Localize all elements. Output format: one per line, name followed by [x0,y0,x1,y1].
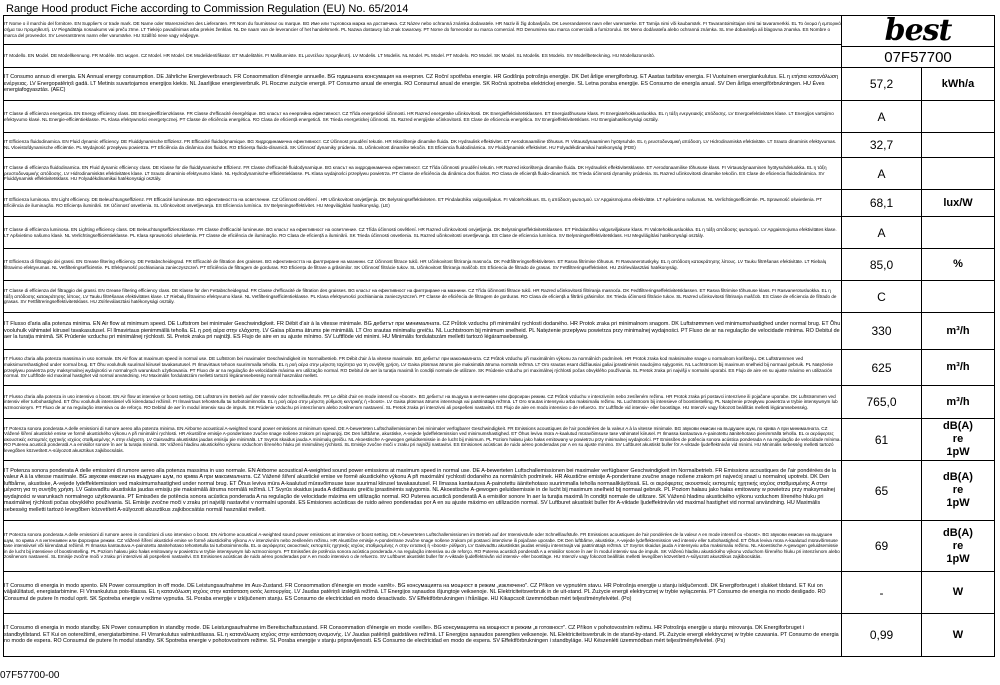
document-code: 07F57700-00 [0,670,60,681]
row-description: IT Potenza sonora ponderata A delle emissioni di rumore aereo in condizioni di uso intensivo o boost. EN Airborne acoustical A-weighted sound power emissions at intensive or boost setting. DE A-bewerteten Luftschallemissionen im Betrieb auf der Intensivstufe oder Schnelllaufstufe. FR Emissions acoustiques de l'air pondérées de la valeur A en mode intensif ou «boost». BG звукови емисии на въздушен шум, по крива A в интензивен или форсиран режим. CZ Vážené šíření akustické emise ve formě akustického výkonu A v intenzivním nebo zesíleném režimu. HR Akustične emisije A-ponderirane zvučne snage nošene zrakom pri postavci intenzivne ili pojačane uporabe. DK Den luftbårne, akustiske, A-vejede lydeffektemission ved intensiv eller turbohastighed. ET Õhus leviva müra A-kaalutud müravõimsuse tase intensiivsel või kiirendatud režiimil. FI Ilmassa kantautuva A-painotettu äänitehotaso tehostetulla tai turbotoiminnolla. EL οι αερόφερτες ακουστικές εκπομπές ηχητικής ισχύος σταθμισμένης A στην εντατική ή «boost» ρύθμιση. LV Gaisvadītu akustiskās jaudas emisiju intensīvajā vai paātrinātajā režīmā. LT Svyrūs skaidus jauda A intensyviu arba maksimaliu režimu. NL Akoestische A-gewogen geluidsemissie in de lucht bij intensieve of boostinstelling. PL Poziom hałasu jako hałas emitowany w powietrzu w trybie intensywnym lub wzmocnionym. PT Emissões de potência sonora acústica ponderada A na regulação intensiva ou de reforço. RO Puterea acustică ponderată A a emisiilor sonore în aer în modul intensiv sau de impuls. SK Váženú hladinu akustického výkonu vzduchom šíreného hluku pri intenzívnom alebo zosilnenom nastavení. SL Emisije zvočne moči v zraku pri intenzivni ali pospešeni nastavitvi. ES Emisiones acústicas de ruido aéreo ponderadas por A en modo intensivo o de refuerzo. SV Luftburet akustiskt buller för A-viktade ljudeffektnivån vid intensiv- eller boostläge. HU Intenzív vagy fokozott beállítás melletti levegőben közvetített A-súlyozott akusztikus zajkibocsátás. [4,521,842,572]
row-value: 57,2 [842,68,922,101]
fiche-row-noise-max [4,461,995,521]
row-unit: lux/W [922,190,995,217]
row-unit: m³/h [922,313,995,350]
row-value: 625 [842,350,922,386]
row-unit: dB(A) re 1pW [922,521,995,572]
fiche-row-supplier [4,16,995,45]
fiche-row-aec [4,68,995,101]
row-description: IT Classe di efficienza fluidodinamica. EN Fluid dynamic efficiency class. DE Klasse für die fluiddynamische Effizienz. FR Classe d'efficacité fluidodynamique. BG класът на хидродинамична ефективност. CZ Třída účinnosti proudění tekutin. HR Razred iskorištenja dinamike fluida. DK Hydraulisk effektivitetsklasse. ET Aerodünaamilise tõhususe klass. FI Virtausdynaaminen hyötysuhdeluokka. EL η τάξη ρευστοδυναμικής απόδοσης. LV Hidrodinamiskās efektivitātes klase. LT Srauto dinaminio efektyvumo klasė. NL Hydrodynamische-efficiëntieklasse. PL Klasa wydajności przepływu powietrza. PT Classe de eficiência da dinâmica dos fluidos. RO Clasa de eficiență fluido-dinamică. SK Trieda účinnosti dynamiky prúdenia. SL Razred učinkovitosti dinamike tekočin. ES Clase de eficiencia fluidodinámica. SV Fluiddynamisk effektivitetsklass. HU Folyadékdinamikai hatékonysági osztály. [4,158,842,190]
row-unit: m³/h [922,350,995,386]
brand-logo: best [884,15,952,48]
row-value: A [842,158,922,190]
fiche-row-grease-class [4,281,995,313]
row-value: 32,7 [842,133,922,158]
row-unit: dB(A) re 1pW [922,461,995,521]
row-unit [922,217,995,249]
row-description: IT Modello. EN Model. DE Modellkennung. FR Modèle. BG модел. CZ Model. HR Model. DK Modelidentifikator. ET Mudelitähis. FI Mallitunniste. EL μοντέλου προμηθευτή. LV Modelis. LT Modelis. NL Model. PL Model. PT Modelo. RO Model. SK Model. SL Modelis. ES Modelo. SV Modellbeteckning. HU Modellazonosító. [4,44,842,67]
row-unit: W [922,572,995,614]
row-unit: W [922,614,995,657]
fiche-row-airflow-max [4,350,995,386]
row-value: 85,0 [842,249,922,281]
row-description: IT Efficienza luminosa. EN Light efficiency. DE Beleuchtungseffizienz. FR Efficacité lumineuse. BG ефективността на осветление. CZ Účinnost osvětlení . HR Učinkovitost osvjetljenja. DK Belysningseffektiviteten. ET Pindalaühiku valgusviljakus. FI Valotehokkuus. EL η απόδοση φωτισμού. LV Apgaismojuma efektivitāte. LT Apšvietimo našumas. NL Verlichtingsefficiëntie. PL Sprawność oświetlenia. PT Eficiência de iluminação. RO Eficiența iluminării. SK Účinnosť osvetlenia. SL Učinkovitost osvetljevanja. ES Eficiencia lumínica. SV Belysningseffektivitet. HU Megvilágítási hatékonyság. (LE) [4,190,842,217]
row-description: IT Consumo di energia in modo spento. EN Power consumption in off mode. DE Leistungsaufnahme im Aus-Zustand. FR Consommation d'énergie en mode «arrêt». BG консумацията на мощност в режим „изключено". CZ Příkon ve vypnutém stavu. HR Potrošnja energije u stanju isključenosti. DK Energiforbruget i slukket tilstand. ET Kui on väljalülitatud, energiatarbimine. FI Virrankulutus pois-tilassa. EL η κατανάλωση ισχύος στην κατάσταση εκτός λειτουργίας. LV Jaudas patēriņš izslēgtā režīmā. LT Energijos sąnaudos išjungtoje veiksenoje. NL Elektriciteitsverbruik in de uit-stand. PL Zużycie energii elektrycznej w trybie wyłączenia. PT Consumo de energia no modo desligado. RO Consumul de putere în modul oprit. SK Spotreba energie v režime vypnutia. SL Poraba energije v izključenem stanju. ES Consumo de electricidad en modo desactivado. SV Effektförbrukningen i frånläge. HU Kikapcsolt üzemmódban mért teljesítményfelvétel. (Po) [4,572,842,614]
fiche-row-off-mode [4,572,995,614]
fiche-row-light-efficiency [4,190,995,217]
fiche-row-noise-boost [4,521,995,572]
fiche-row-energy-class [4,101,995,133]
row-description: IT Potenza sonora ponderata A delle emissioni di rumore aereo alla potenza massima in uso normale. EN Airborne acoustical A-weighted sound power emissions at maximum speed in normal use. DE A-bewerteten Luftschallemissionen bei maximaler verfügbarer Geschwindigkeit im Normalbetrieb. FR Emissions acoustiques de l'air pondérées de la valeur A à la vitesse maximale. BG звукови емисии на въздушен шум, по крива A при максималната. CZ Vážené šíření akustické emise ve formě akustického výkonu A při maximální rychlosti dodaného za normálních podmínek. HR Akustične emisije A-ponderirane zvučne snage nošene zrakom pri najvećoj snazi u normalnoj upotrebi. DK Den luftbårne, akustiske, A-vejede lydeffektemission ved maksimumshastighed under normal brug. ET Õhus leviva müra A-kaalutud müravõimsuse tase suurimal kiirusel tavakasutusel. FI Ilmassa kantautuva A-painotettu äänitehotaso suurimmalla teholla normaalikäytössä. EL οι αερόφερτες ακουστικές εκπομπές ηχητικής ισχύος σταθμισμένης A στην μέγιστη για τη συνήθη χρήση. LV Gaisvadītu akustiskās jaudas emisiju pie maksimālā ātruma normālā režīmā. LT Svyrūs skaidus jauda A didžiausiu greičiu įprastinėmis sąlygomis. NL Akoestische A-gewogen geluidsemissie in de lucht bij maximum snelheid bij normaal gebruik. PL Poziom hałasu jako hałas emitowany w powietrzu przy maksymalnej wydajności w warunkach normalnego użytkowania. PT Emissões de potência sonora acústica ponderada A na regulação de velocidade máxima em utilização normal. RO Puterea acustică ponderată A a emisiilor sonore în aer la turația maximă în condiții normale de utilizare. SK Váženú hladinu akustického výkonu vzduchom šíreného hluku pri maximálnej rýchlosti počas obvyklého používania. SL Emisije zvočne moči v zraku pri najvišji nastavitvi v normalni uporabi. ES Emisiones acústicas de ruido aéreo ponderadas por A en su ajuste máximo en utilización normal. SV Luftburet akustiskt buller för A-viktade ljudeffektnivån vid maximal hastighet vid normal användning. HU Maximális sebesség melletti tartozó levegőben közvetített A-súlyozott akusztikus zajkibocsátás normál használat mellett. [4,461,842,521]
fiche-row-fde-class [4,158,995,190]
row-value: C [842,281,922,313]
row-description: IT Consumo di energia in modo standby. EN Power consumption in standby mode. DE Leistungsaufnahme im Bereitschaftszustand. FR Consommation d'énergie en mode «veille». BG консумацията на мощност в режим „в готовност". CZ Příkon v pohotovostním režimu. HR Potrošnja energije u stanju mirovanja. DK Energiforbruget i standbytilstand. ET Kui on ooterežiimil, energiatarbimine. FI Virrankulutus valmiustilassa. EL η κατανάλωση ισχύος στην κατάσταση αναμονής. LV Jaudas patēriņš gaidstāves režīmā. LT Energijos sąnaudos parengties veiksenoje. NL Elektriciteitsverbruik in de stand-by-stand. PL Zużycie energii elektrycznej w trybie czuwania. PT Consumo de energia no modo de espera. RO Consumul de putere în modul standby. SK Spotreba energie v pohotovostnom režime. SL Poraba energije v stanju pripravljenosti. ES Consumo de electricidad en modo de espera. SV Effektförbrukningen i standbyläge. HU Készenléti üzemmódban mért teljesítményfelvétel. (Ps) [4,614,842,657]
fiche-row-standby-mode [4,614,995,657]
fiche-row-light-class [4,217,995,249]
row-value: 68,1 [842,190,922,217]
row-unit [922,101,995,133]
page-title: Range Hood product Fiche according to Commission Regulation (EU) No. 65/2014 [6,3,409,15]
row-unit [922,281,995,313]
row-unit [922,133,995,158]
row-description: IT Efficienza fluidodinamica. EN Fluid dynamic efficiency. DE Fluiddynamische Effizienz. FR Efficacité fluidodynamique. BG Хидродинамична ефективност. CZ Účinnost proudění tekutin. HR Iskorištenje dinamike fluida. DK Hydraulisk effektivitet. ET Aerodünaamiline tõhusus. FI Virtausdynaaminen hyötysuhde. EL η ρευστοδυναμική απόδοση. LV Hidrodinamiskā efektivitāte. LT Srauto dinaminis efektyvumas. NL Vloeistofdynamische efficiëntie. PL Wydajność przepływu powietrza. PT Eficiência da dinâmica dos fluidos. RO Eficiența fluido-dinamică. SK Účinnosť dynamiky prúdenia. SL Učinkovitost dinamike tekočin. ES Eficiencia fluidodinámica. SV Fluiddynamisk effektivitet. HU Folyadékdinamikai hatékonyság (FDE) [4,133,842,158]
row-value: 65 [842,461,922,521]
row-unit: kWh/a [922,68,995,101]
row-value: 330 [842,313,922,350]
row-value: 765,0 [842,386,922,419]
brand-model-cell [842,16,995,68]
row-value: - [842,572,922,614]
row-description: IT Flusso d'aria alla potenza minima. EN Air flow at minimum speed. DE Luftstrom bei minimaler Geschwindigkeit. FR Débit d'air à la vitesse minimale. BG дебитът при минималната. CZ Průtok vzduchu při minimální rychlosti dodaného. HR Protok zraka pri minimalnom snagom. DK Luftstrømmen ved minimumshastighed under normal brug. ET Õhu vooluhulk vähimatel kiirusel tavakasutusel. FI Ilmavirtaus pienimmällä teholla. EL η ροή αέρα στην ελάχιστη. LV Gaisa plūsma ātrums pie minimālā. LT Oro srautas minimaliu greičiu. NL Luchtstroom bij minimum snelheid. PL Natężenie przepływu powietrza przy minimalnej wydajności. PT Fluxo de ar na regulação de velocidade mínima. RO Debitul de aer la turația minimă. SK Prúdenie vzduchu pri minimálnej rýchlosti. SL Pretok zraka pri najnižji. ES Flujo de aire en su ajuste mínimo. SV Luftflöde vid minimi. HU Minimális fordulatszám melletti tartozó légáramsebesség. [4,313,842,350]
row-description: IT Efficienza di filtraggio dei grassi. EN Grease filtering efficiency. DE Fettabscheidegrad. FR Efficacité de filtration des graisses. BG ефективността на филтриране на мазнини. CZ Účinnost filtrace tuků. HR Učinkovitost filtriranja masnoća. DK Fedtfiltreringseffektiviteten. ET Rasva filtrimise tõhusus. FI Rasvanerotuskyky. EL η απόδοση κατακράτησης λίπους. LV Tauku filtrēšanas efektivitāte. LT Riebalų filtravimo efektyvumas. NL Vetfilteringsefficiëntie. PL Efektywność pochłaniania zanieczyszczeń. PT Eficiência de filtragem de gorduras. RO Eficiența de filtrare a grăsimilor. SK Účinnosť filtrácie tukov. SL Učinkovitost filtriranja maščob. ES Eficiencia de filtrado de grasas. SV Fettfiltreringseffektivitet. HU Zsírleválasztási hatékonyság. [4,249,842,281]
row-value: A [842,101,922,133]
row-unit: % [922,249,995,281]
fiche-row-airflow-boost [4,386,995,419]
row-value: 69 [842,521,922,572]
row-description: IT Flusso d'aria alla potenza massima in uso normale. EN Air flow at maximum speed in normal use. DE Luftstrom bei maximaler Geschwindigkeit im Normalbetrieb. FR Débit d'air à la vitesse maximale. BG дебитът при максималната. CZ Průtok vzduchu při maximálním výkonu za normálních podmínek. HR Protok zraka kod maksimalne snage u normalnom korištenju. DK Luftstrømmen ved maksimumshastighed under normal brug. ET Õhu vooluhulk suurimal kiirusel tavakasutusel. FI Ilmavirtaus tehoon suurimmalla teholla. EL η ροή αέρα στην μέγιστη ταχύτητα για τη συνήθη χρήση. LV Gaisa plūsmas ātrums pie maksimālā ātruma normālā režīmā. LT Oro srautas esant didžiausiai galiai įprastinėmis naudojimo sąlygomis. NL Luchtstroom bij maximum snelheid bij normaal gebruik. PL Natężenie przepływu powietrza przy maksymalnej wydajności w normalnych warunkach użytkowania. PT Fluxo de ar na regulação de velocidade máxima em utilização normal. RO Debitul de aer la turația maximă în condiții normale de utilizare. SK Prúdenie vzduchu pri maximálnej rýchlosti počas obvyklého používania. SL Pretok zraka pri najvišji v normalni uporabi. ES Flujo de aire en su ajuste máximo en utilización normal. SV Luftflöde vid maximal hastighet vid normal användning. HU Maximális fordulatszám melletti tartozó légáramsebesség normál használat mellett. [4,350,842,386]
row-description: IT Classe di efficienza energetica. EN Energy efficiency class. DE Energieeffizienzklasse. FR Classe d'efficacité énergétique. BG класът на енергийна ефективност. CZ Třída energetické účinnosti. HR Razred energetske učinkovitosti. DK Energieffektivitetsklassen. ET Energiatõhususe klass. FI Energiatehokkuusluokka. EL η τάξη ενεργειακής απόδοσης. LV Energoefektivitātes klase. LT Energijos vartojimo efektyvumo klasė. NL Energie-efficiëntieklasse. PL Klasa efektywności energetycznej. PT Classe de eficiência energética. RO Clasa de eficiență energetică. SK Trieda energetickej účinnosti. SL Razred energijske učinkovitosti. ES Clase de eficiencia energética. SV Energieffektivitetsklass. HU Energiahatékonysági osztály. [4,101,842,133]
product-fiche-table [3,15,995,657]
row-description: IT Flusso d'aria alla potenza in uso intensivo o boost. EN Air flow at intensive or boost setting. DE Luftstrom im Betrieb auf der Intensiv oder Schnelllaufstufe. FR Le débit d'air en mode intensif ou «boost». BG дебитът на въздуха в интензивен или форсиран режим. CZ Průtok vzduchu v intenzivním nebo zesíleném režimu. HR Protok zraka pri postavci intenzivne ili pojačane uporabe. DK Luftstrømmen ved intensiv eller turbohastighed. ET Õhu vooluhulk intensiivsel või kiirendatud režiimil. FI Ilmavirtaus tehostetulla tai turbotoiminnolla. EL η ροή αέρα στην μέγιστη ρύθμιση κεντρικής ή «boost». LV Gaisa plūsmas ātrums intensīvajā vai paātrinātajā režīmā. LT Oro srautas intensyviu arba maksimaliu režimu. NL Luchtstroom bij intensieve of boostinstelling. PL Natężenie przepływu powietrza w trybie intensywnym lub wzmocnionym. PT Fluxo de ar na regulação intensiva ou de reforço. RO Debitul de aer în modul intensiv sau de impuls. SK Prúdenie vzduchu pri intenzívnom alebo zosilnenom nastavení. SL Pretok zraka pri intenzivni ali pospešeni nastavitvi. ES Flujo de aire en modo intensivo o de refuerzo. SV Luftflöde vid intensiv- eller boostläge. HU Intenzív vagy fokozott beállítás melletti légáramsebesség. [4,386,842,419]
row-value: A [842,217,922,249]
row-description: IT Consumo annuo di energia. EN Annual energy consumption. DE Jährliche Energieverbrauch. FR Consommation d'énergie annuelle. BG годишната консумация на енергия. CZ Roční spotřeba energie. HR Godišnja potrošnja energije. DK Det årlige energiforbrug. ET Aastas tarbitav energia. FI Vuotuinen energiankulutus. EL η ετήσια κατανάλωση ενέργειας. LV Energopatēriņš gadā. LT Metinis suvartojamos energijos kiekis. NL Jaarlijkse energieverbruik. PL Roczne zużycie energii. PT Consumo anual de energia. RO Consumul anual de energie. SK Ročná spotreba elektrickej energie. SL Letna poraba energije. ES Consumo de energía anual. SV Den årliga energiförbrukningen. HU Éves energiafogyasztás. (AEC) [4,68,842,101]
row-description: IT Classe di efficienza del filtraggio dei grassi. EN Grease filtering efficiency class. DE Klasse für den Fettabscheidegrad. FR Classe d'efficacité de filtration des graisses. BG класът на ефективност на филтриране на мазнини. CZ Třída účinnosti filtrace tuků. HR Razred učinkovitosti filtriranja masnoća. DK Fedtfiltreringseffektivitetsklassen. ET Rasva filtrimise tõhususe klass. FI Rasvanerotusluokka. EL η τάξη απόδοσης κατακράτησης λίπους. LV Tauku filtrēšanas efektivitātes klase. LT Riebalų filtravimo efektyvumo klasė. NL Vetfilteringsefficiëntieklasse. PL Klasa efektywności pochłaniania zanieczyszczeń. PT Classe de eficiência de filtragem de gorduras. RO Clasa de eficiență a filtrării grăsimilor. SK Trieda účinnosti filtrácie tukov. SL Razred učinkovitosti filtriranja maščob. ES Clase de eficiencia de filtrado de grasas. SV Fettfiltreringseffektivitetsklass. HU Zsírleválasztási hatékonysági osztály. [4,281,842,313]
row-description: IT Potenza sonora ponderata A delle emissioni di rumore aereo alla potenza minima. EN Airborne acoustical A-weighted sound power emissions at minimum speed. DE A-bewerteten Luftschallemissionen bei minimaler verfügbarer Geschwindigkeit. FR Emissions acoustiques de l'air pondérées de la valeur A à la vitesse minimale. BG звукови емисии на въздушен шум, по крива A при минималната. CZ Vážené šíření akustické emise ve formě akustického výkonu A při minimální rychlosti. HR Akustične emisije A-ponderirane zvučne snage nošene zrakom pri najmanjoj. DK Den luftbårne, akustiske, A-vejede lydeffektemission ved minimumshastighed. ET Õhus leviva müra A-kaalutud müravõimsuse tase vähimatel kiirusel. FI Ilmassa kantautuva A-painotettu äänitehotaso pienimmällä teholla. EL οι αερόφερτες ακουστικές εκπομπές ηχητικής ισχύος σταθμισμένης A στην ελάχιστη. LV Gaisvadītu akustiskās jaudas emisiju pie minimālā. LT Svyrūs skaidus jauda A minimalų greičiu. NL Akoestische A-gewogen geluidsemissie in de lucht bij minimum. PL Poziom hałasu jako hałas emitowany w powietrzu przy minimalnej wydajności. PT Emissões de potência sonora acústica ponderada A na regulação de velocidade mínima. RO Puterea acustică ponderată A a emisiilor sonore în aer la turația minimă. SK Váženú hladinu akustického výkonu vzduchom šíreného hluku pri minimálnej rýchlosti. SL Emisije zvočne moči v zraku pri najnižji nastavitvi. ES Emisiones acústicas de ruido aéreo ponderadas por A en su ajuste mínimo. SV Luftburet akustiskt buller för A-viktade ljudeffektnivån vid minimi. HU Minimális sebesség melletti tartozó levegőben közvetített A-súlyozott akusztikus zajkibocsátás. [4,419,842,461]
row-unit: dB(A) re 1pW [922,419,995,461]
row-unit: m³/h [922,386,995,419]
fiche-row-fde [4,133,995,158]
fiche-row-airflow-min [4,313,995,350]
fiche-row-grease-efficiency [4,249,995,281]
model-code: 07F57700 [884,48,952,66]
fiche-row-noise-min [4,419,995,461]
row-description: IT Nome o il marchio del fornitore. EN Supplier's or trade mark. DE Name oder Warenzeichen des Lieferanten. FR Nom du fournisseur ou marque. BG Име или търговска марка на доставчика. CZ Název nebo ochranná známka dodavatele. HR Naziv ili žig dobavljača. DK Leverandørens navn eller varemærke. ET Tarnija nimi või kaubamärk. FI Tavarantoimittajan nimi tai tavaramerkki. EL Το όνομα ή εμπορικό σήμα του προμηθευτή. LV Piegādātāja nosaukums vai preču zīme. LT Tiekėjo pavadinimas arba prekės ženklas. NL De naam van de leverancier of het handelsmerk. PL Nazwa dostawcy lub znak towarowy. PT Nome do fornecedor ou marca comercial. RO Denumirea sau marca comercială a furnizorului. SK Meno dodávateľa alebo ochranná známka. SL Ime dobavitelja ali blagovna znamka. ES Nombre o marca del proveedor. SV Leverantörens namn eller varumärke. HU Szállító neve vagy védjegye. [4,16,842,45]
row-value: 0,99 [842,614,922,657]
row-value: 61 [842,419,922,461]
row-unit [922,158,995,190]
row-description: IT Classe di efficienza luminosa. EN Lighting efficiency class. DE Beleuchtungseffizienzklasse. FR Classe d'efficacité lumineuse. BG класът на ефективност на осветление. CZ Třída účinnosti osvětlení. HR Razred učinkovitosti osvjetljenja. DK Belysningseffektivitetsklassen. ET Pindalaühiku valgusviljakuse klass. FI Valotehokkuusluokka. EL η τάξη απόδοσης φωτισμού. LV Apgaismojuma efektivitātes klase. LT Apšvietimo našumo klasė. NL Verlichtingsefficiëntieklasse. PL Klasa sprawności oświetlenia. PT Classe de eficiência de iluminação. RO Clasa de eficiență a iluminării. SK Trieda účinnosti osvetlenia. SL Razred učinkovitosti osvetljevanja. ES Clase de eficiencia lumínica. SV Belysningseffektivitetsklass. HU Megvilágítási hatékonysági osztály. [4,217,842,249]
